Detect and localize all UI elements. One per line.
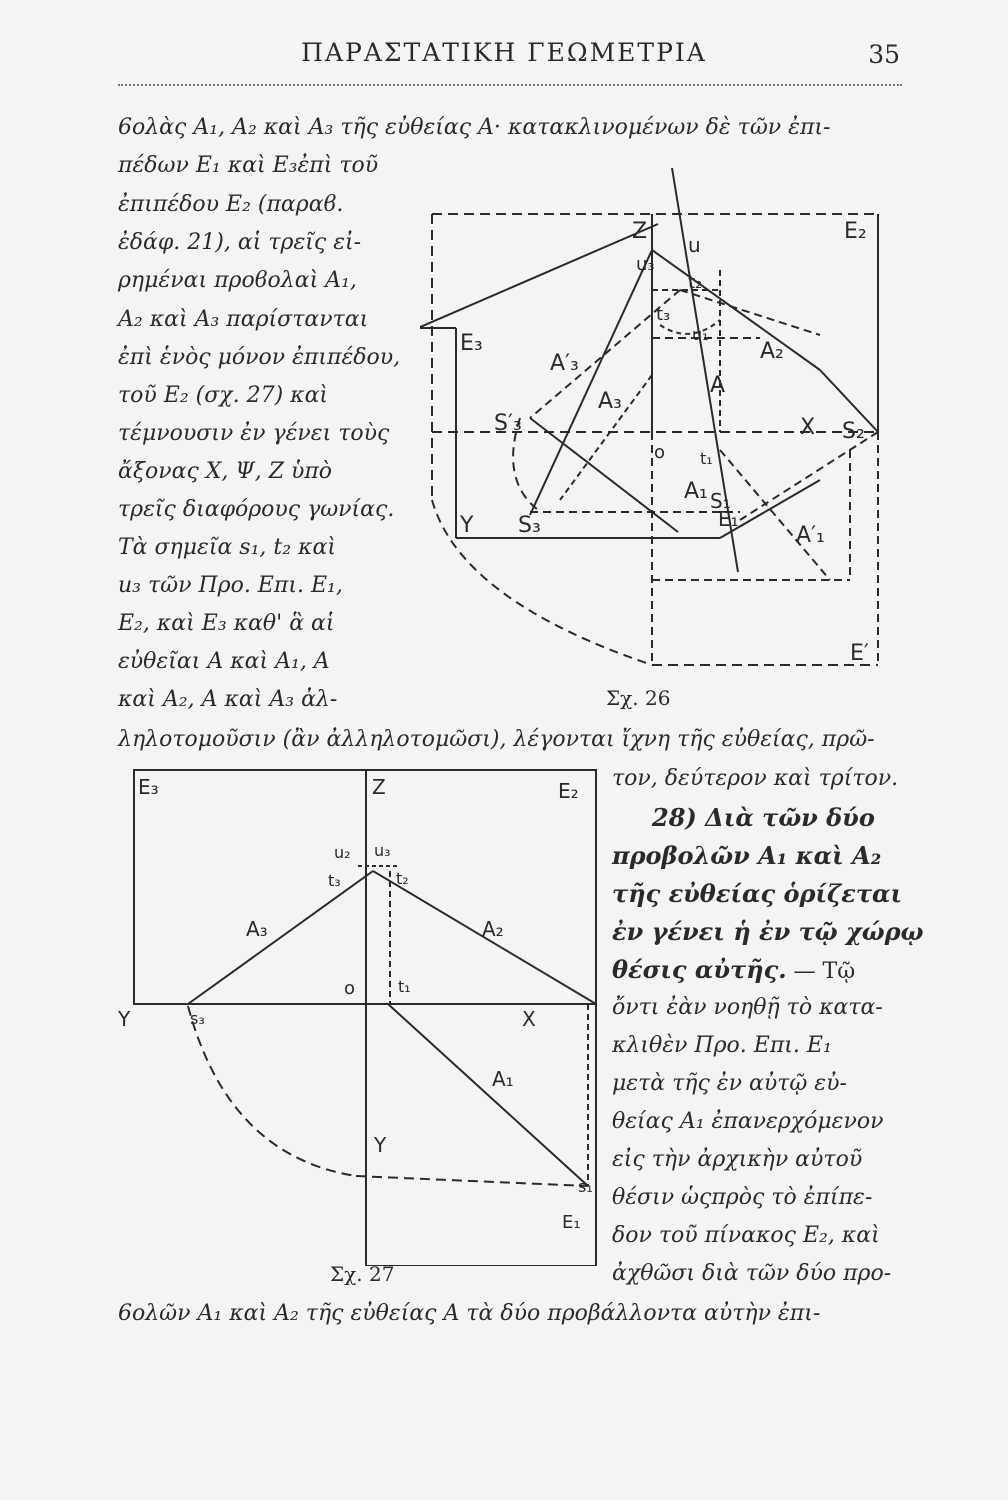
text-line: 6ολὰς A₁, A₂ καὶ A₃ τῆς εὐθείας Α· κατακλινομένων δὲ τῶν ἐπι- [118,115,831,140]
theorem-line-last [612,956,855,986]
label-E2: E₂ [558,779,579,803]
figure-caption-26: Σχ. 26 [606,686,671,710]
figure-26-diagram [420,160,880,680]
label-E3: E₃ [138,775,159,799]
theorem-ending: θέσις αὐτῆς. [612,955,787,984]
label-o: o [344,978,356,999]
label-Y-bottom: Y [374,1133,387,1157]
label-u: u [688,233,701,257]
figure-27-diagram [118,766,598,1266]
label-A2: A₂ [760,339,784,364]
text-line: ἐπιπέδου E₂ (παραϐ. [118,192,344,217]
text-line: ἄξονας X, Ψ, Z ὑπὸ [118,459,333,484]
page-number: 35 [868,40,900,69]
label-t1: t₁ [700,449,713,468]
text-line: θείας A₁ ἐπανερχόμενον [612,1109,884,1134]
label-A3: A₃ [598,389,622,414]
label-A3: A₃ [246,917,268,941]
theorem-line: ἐν γένει ἡ ἐν τῷ χώρῳ [612,917,924,946]
text-line: πέδων E₁ καὶ E₃ἐπὶ τοῦ [118,153,379,178]
label-E1: E₁ [562,1212,581,1233]
text-line: ρημέναι προϐολαὶ A₁, [118,268,357,293]
label-t2: t₂ [688,272,703,293]
label-t3: t₃ [656,304,671,325]
text-line: μετὰ τῆς ἐν αὐτῷ εὐ- [612,1071,847,1096]
theorem-line: προβολῶν A₁ καὶ A₂ [612,841,882,870]
label-A3prime: A′₃ [550,351,579,376]
label-S3: S₃ [518,513,541,538]
label-A: A [710,373,726,398]
text-line: ὄντι ἐὰν νοηθῇ τὸ κατα- [612,995,883,1020]
text-line: ἀχθῶσι διὰ τῶν δύο προ- [612,1261,892,1286]
label-A1: A₁ [684,479,708,504]
label-E3: E₃ [460,331,483,356]
label-X: X [800,415,816,440]
text-line: τον, δεύτερον καὶ τρίτον. [612,766,899,791]
running-header-title: ΠΑΡΑΣΤΑΤΙΚΗ ΓΕΩΜΕΤΡΙΑ [301,38,707,67]
text-line: τρεῖς διαφόρους γωνίας. [118,497,395,522]
label-S2: S₂ [842,419,865,444]
theorem-line: τῆς εὐθείας ὁρίζεται [612,879,903,908]
text-line: καὶ A₂, A καὶ A₃ ἀλ- [118,687,338,712]
text-line: E₂, καὶ E₃ καθ' ἃ αἱ [118,611,335,636]
text-line: τοῦ E₂ (σχ. 27) καὶ [118,383,329,408]
label-t2: t₂ [396,869,409,888]
label-u3: u₃ [374,841,391,860]
text-line: κλιθὲν Προ. Επι. E₁ [612,1033,832,1058]
text-line: Τὰ σημεῖα s₁, t₂ καὶ [118,535,336,560]
label-Z: Z [372,775,386,799]
figure-caption-27: Σχ. 27 [330,1262,395,1286]
label-s3: s₃ [190,1009,205,1028]
label-u2: u₂ [334,843,351,862]
label-u3: u₃ [636,254,655,275]
label-S3prime: S′₃ [494,411,522,436]
label-E1: E₁ [718,507,739,531]
label-s1: s₁ [578,1177,593,1196]
text-line: εὐθεῖαι A καὶ A₁, A [118,649,330,674]
text-line: εἰς τὴν ἀρχικὴν αὐτοῦ [612,1147,863,1172]
header-rule [118,84,902,86]
text-line: θέσιν ὡςπρὸς τὸ ἐπίπε- [612,1185,873,1210]
label-Y: Y [118,1007,131,1031]
text-line: τέμνουσιν ἐν γένει τοὺς [118,421,390,446]
label-Z: Z [632,219,648,244]
label-t1: t₁ [398,977,411,996]
text-line: u₃ τῶν Προ. Επι. E₁, [118,573,343,598]
label-A1: A₁ [492,1067,514,1091]
text-line: δον τοῦ πίνακος E₂, καὶ [612,1223,880,1248]
text-line: A₂ καὶ A₃ παρίστανται [118,307,369,332]
label-A2: A₂ [482,917,504,941]
label-E2: E₂ [844,219,867,244]
label-u1: u₁ [692,325,709,344]
theorem-line: 28) Διὰ τῶν δύο [652,803,875,832]
theorem-tail: — Τῷ [786,959,856,984]
text-line: 6ολῶν A₁ καὶ A₂ τῆς εὐθείας A τὰ δύο προβάλλοντα αὐτὴν ἐπι- [118,1301,821,1326]
label-Y: Y [460,513,474,538]
label-X: X [522,1007,536,1031]
text-line: ληλοτομοῦσιν (ἂν ἀλληλοτομῶσι), λέγονται ἴχνη τῆς εὐθείας, πρῶ- [118,727,875,752]
label-t3: t₃ [328,871,341,890]
label-S1: S₁ [710,489,731,513]
text-line: ἐπὶ ἑνὸς μόνον ἐπιπέδου, [118,345,401,370]
label-A1prime: A′₁ [796,523,825,548]
label-Eprime: E′ [850,641,869,666]
text-line: ἐδάφ. 21), αἱ τρεῖς εἰ- [118,230,362,255]
label-o: o [654,442,666,463]
